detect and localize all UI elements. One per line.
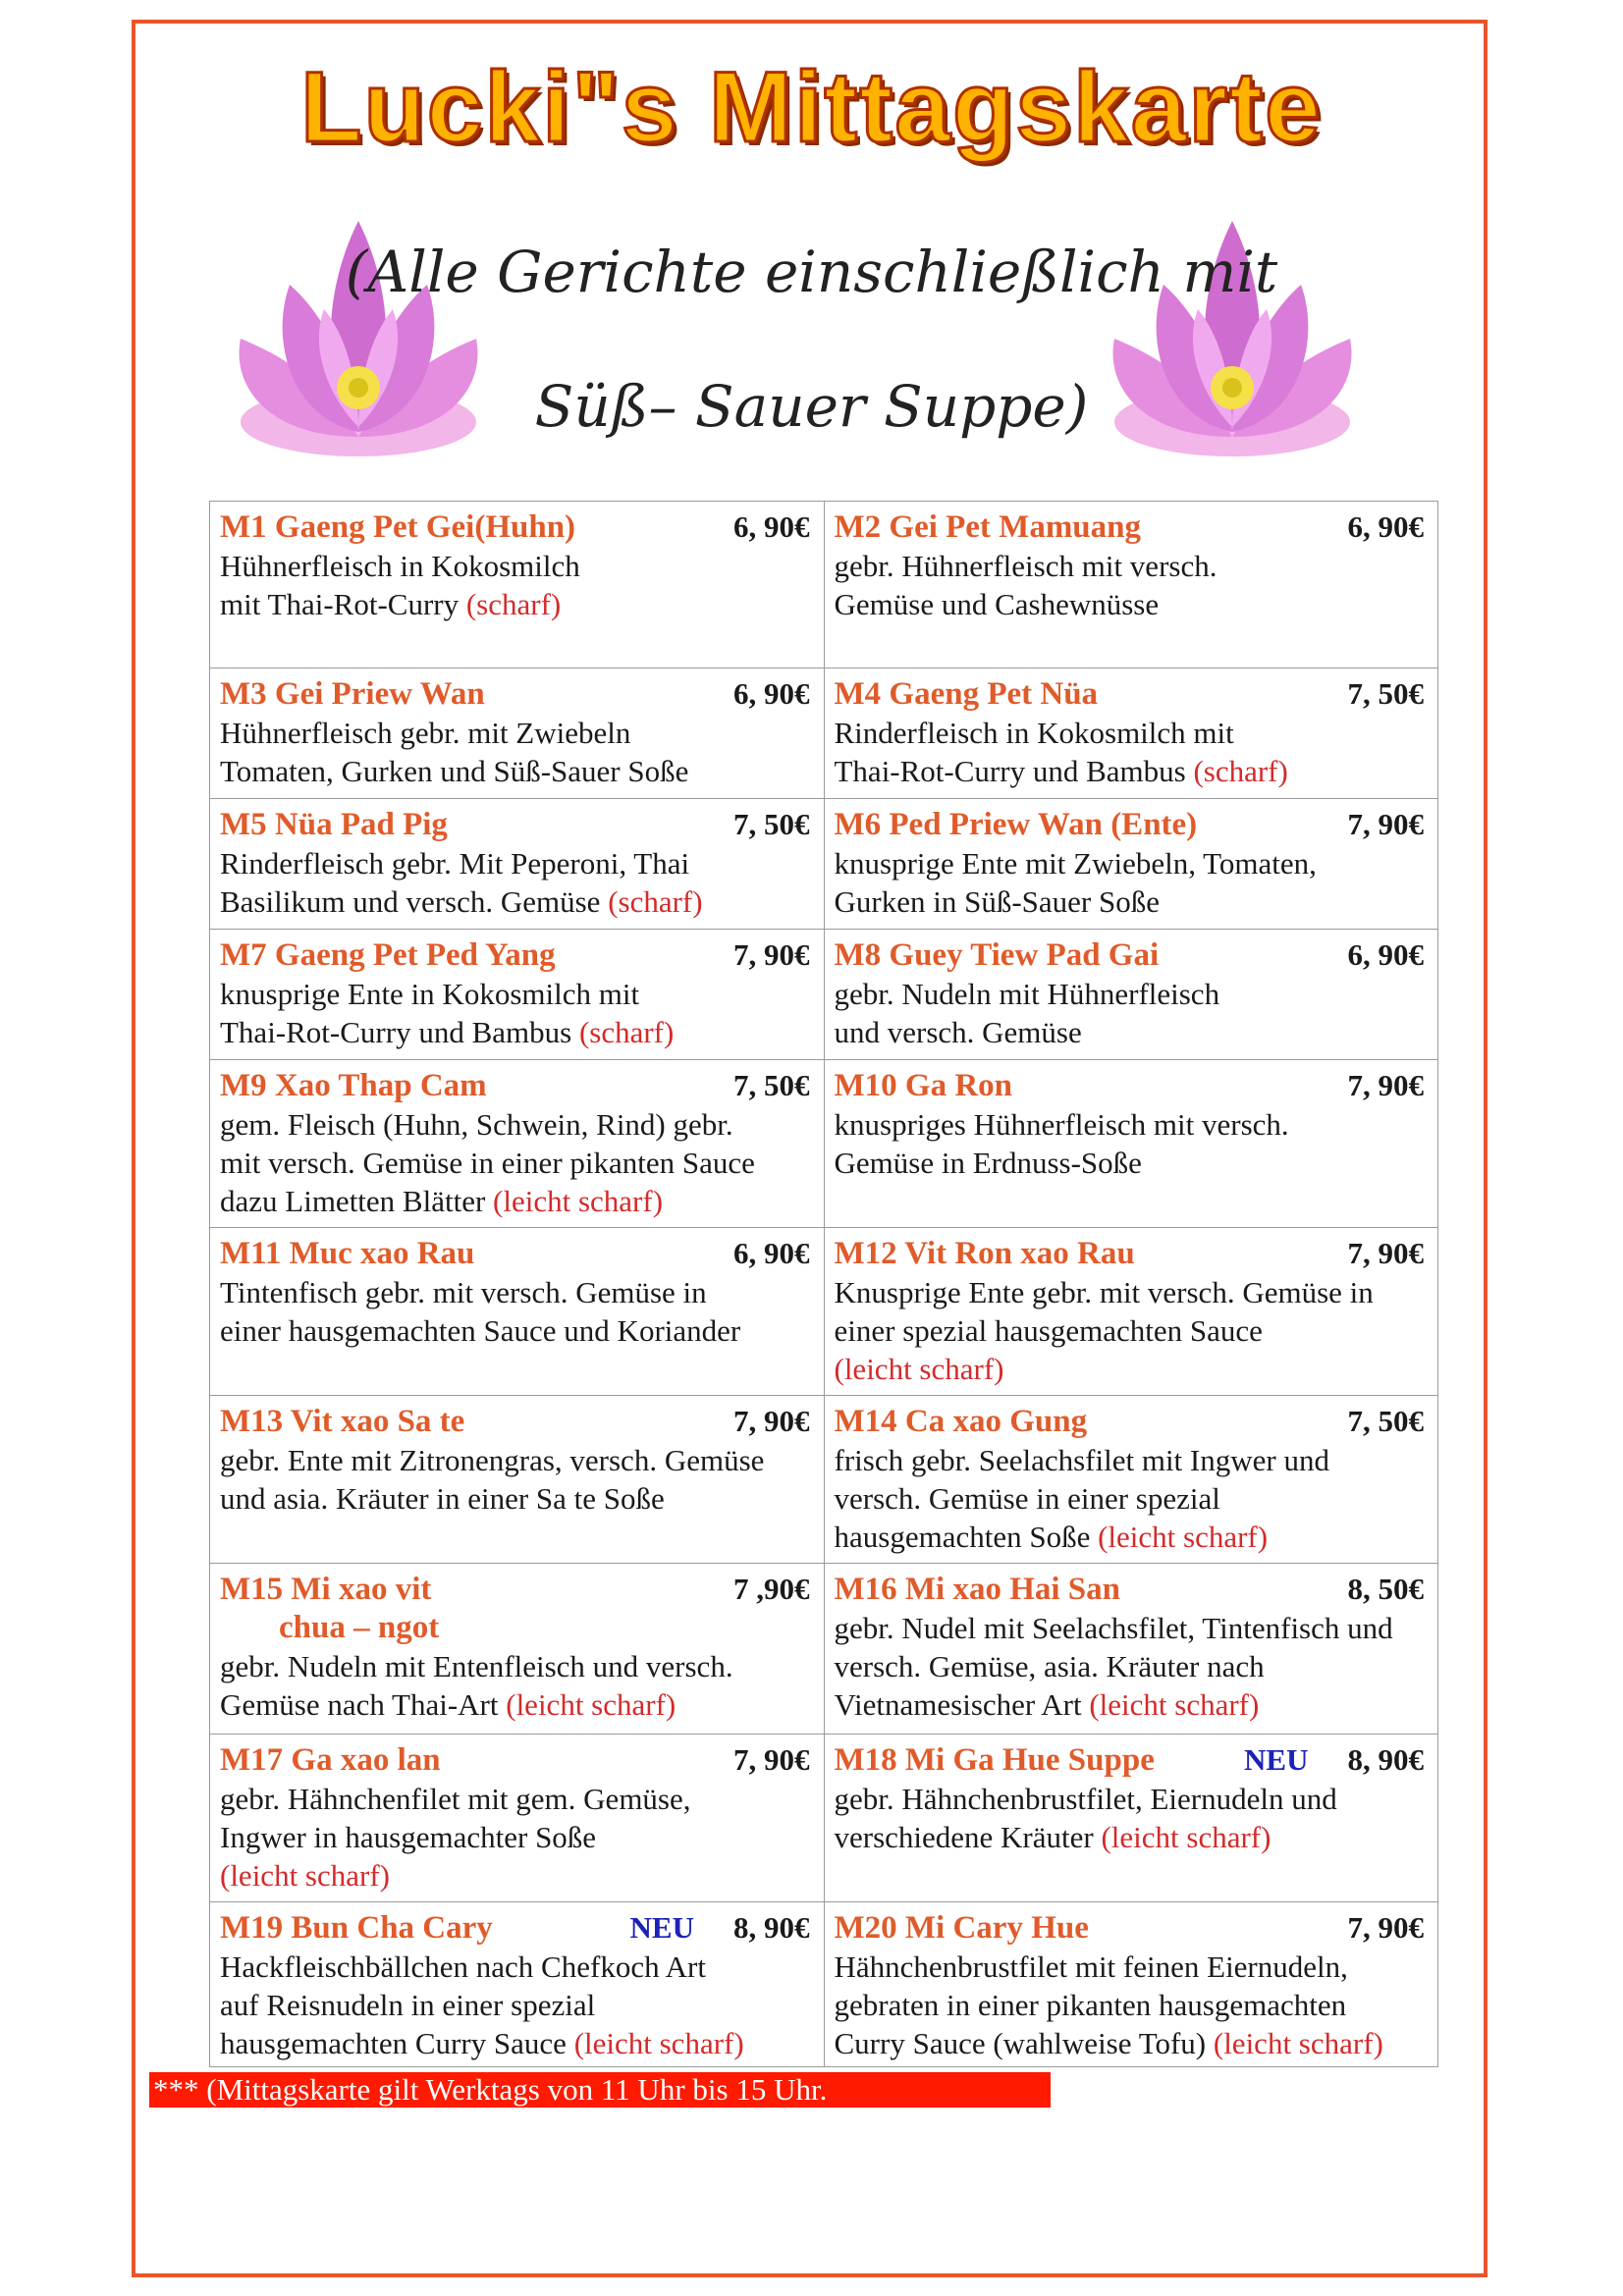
menu-item [824,799,1438,930]
item-description-text: Hühnerfleisch in Kokosmilch mit Thai-Rot-Curry [220,549,580,621]
menu-item [824,1735,1438,1902]
new-badge: NEU [1244,1742,1309,1777]
item-description-text: frisch gebr. Seelachsfilet mit Ingwer und versch. Gemüse in einer spezial hausgemachten Soße [834,1443,1329,1554]
spicy-label: (scharf) [465,587,562,621]
item-description-text: Hackfleischbällchen nach Chefkoch Art auf Reisnudeln in einer spezial hausgemachten Curry Sauce [220,1949,706,2060]
item-name: M14 Ca xao Gung [834,1404,1088,1439]
item-name-continued: chua – ngot [279,1610,440,1645]
item-price: 8, 90€ [733,1910,810,1945]
item-description [220,844,814,921]
footer-note: *** (Mittagskarte gilt Werktags von 11 Uhr bis 15 Uhr. [149,2072,1051,2108]
item-name: M13 Vit xao Sa te [220,1404,465,1439]
item-description-text: gebr. Hühnerfleisch mit versch. Gemüse und Cashewnüsse [834,549,1217,621]
item-description-text: gebr. Ente mit Zitronengras, versch. Gemüse und asia. Kräuter in einer Sa te Soße [220,1443,765,1516]
spicy-label: (leicht scharf) [493,1184,664,1218]
spicy-label: (scharf) [1193,754,1288,788]
item-price: 7, 90€ [1347,1910,1424,1945]
subtitle-line-1: (Alle Gerichte einschließlich mit [345,239,1278,305]
item-description [835,1609,1429,1724]
item-description [220,1273,814,1350]
item-description [835,1948,1429,2062]
item-description [220,1105,814,1220]
spicy-label: (leicht scharf) [1213,2026,1383,2060]
menu-item [210,502,825,668]
spicy-label: (leicht scharf) [220,1858,390,1893]
menu-row [210,1396,1438,1564]
item-name: M7 Gaeng Pet Ped Yang [220,937,556,973]
item-description-text: knusprige Ente mit Zwiebeln, Tomaten, Gurken in Süß-Sauer Soße [834,846,1317,919]
item-name: M5 Nüa Pad Pig [220,807,448,842]
spicy-label: (leicht scharf) [573,2026,744,2060]
item-price: 7, 90€ [733,1742,810,1777]
item-price: 7, 90€ [1347,1068,1424,1102]
menu-row [210,1228,1438,1396]
spicy-label: (leicht scharf) [834,1352,1004,1386]
item-description-text: Hähnchenbrustfilet mit feinen Eiernudeln, gebraten in einer pikanten hausgemachten Curry Sauce (wahlweise Tofu) [834,1949,1348,2060]
item-description [220,1647,814,1724]
item-description [220,547,814,623]
item-description [220,1780,814,1895]
menu-title: Lucki"s Mittagskarte [300,51,1323,163]
menu-item [824,1396,1438,1564]
item-price: 6, 90€ [1347,509,1424,544]
item-price: 8, 50€ [1347,1572,1424,1606]
item-name: M17 Ga xao lan [220,1742,441,1778]
item-description [220,1948,814,2062]
item-description [835,1780,1429,1856]
menu-row [210,799,1438,930]
item-description-text: Rinderfleisch gebr. Mit Peperoni, Thai Basilikum und versch. Gemüse [220,846,690,919]
menu-item [210,1228,825,1396]
item-name: M9 Xao Thap Cam [220,1068,487,1103]
menu-item [824,1902,1438,2067]
menu-item [210,1396,825,1564]
item-description [220,975,814,1051]
item-price: 7, 90€ [733,1404,810,1438]
item-description-text: gebr. Nudel mit Seelachsfilet, Tintenfisch und versch. Gemüse, asia. Kräuter nach Vietnamesischer Art [834,1611,1393,1722]
item-price: 7, 90€ [1347,807,1424,841]
menu-item [824,930,1438,1060]
menu-item [210,1060,825,1228]
item-name: M15 Mi xao vit [220,1572,432,1607]
item-name: M6 Ped Priew Wan (Ente) [834,807,1198,842]
menu-row [210,930,1438,1060]
item-description-text: knusprige Ente in Kokosmilch mit Thai-Rot-Curry und Bambus [220,977,640,1049]
item-name: M8 Guey Tiew Pad Gai [834,937,1160,973]
menu-table [209,501,1438,2067]
new-badge: NEU [629,1910,694,1945]
item-description-text: Tintenfisch gebr. mit versch. Gemüse in einer hausgemachten Sauce und Koriander [220,1275,741,1348]
menu-row [210,1902,1438,2067]
item-name: M3 Gei Priew Wan [220,676,485,712]
item-price: 7, 50€ [733,807,810,841]
menu-row [210,668,1438,799]
menu-item [210,668,825,799]
item-description-text: gebr. Nudeln mit Hühnerfleisch und versch. Gemüse [834,977,1220,1049]
item-description [835,547,1429,623]
item-name: M18 Mi Ga Hue Suppe [834,1742,1155,1778]
spicy-label: (leicht scharf) [1101,1820,1271,1854]
item-description-text: gebr. Hähnchenfilet mit gem. Gemüse, Ingwer in hausgemachter Soße [220,1782,691,1854]
menu-item [824,668,1438,799]
item-price: 6, 90€ [1347,937,1424,972]
item-description [835,1105,1429,1182]
spicy-label: (leicht scharf) [1098,1520,1269,1554]
item-price: 7, 50€ [1347,676,1424,711]
item-price: 8, 90€ [1347,1742,1424,1777]
menu-item [210,1564,825,1735]
item-name: M1 Gaeng Pet Gei(Huhn) [220,509,576,545]
item-description [835,844,1429,921]
item-price: 6, 90€ [733,509,810,544]
item-description-text: gebr. Nudeln mit Entenfleisch und versch. Gemüse nach Thai-Art [220,1649,733,1722]
menu-item [824,1060,1438,1228]
item-name: M4 Gaeng Pet Nüa [834,676,1099,712]
lotus-flower-right [1085,191,1380,486]
lotus-flower-left [211,191,506,486]
menu-item [210,930,825,1060]
item-description-text: Hühnerfleisch gebr. mit Zwiebeln Tomaten, Gurken und Süß-Sauer Soße [220,716,689,788]
spicy-label: (scharf) [578,1015,675,1049]
item-name: M19 Bun Cha Cary [220,1910,493,1946]
menu-item [210,1902,825,2067]
item-description [835,1441,1429,1556]
item-name: M16 Mi xao Hai San [834,1572,1121,1607]
menu-row [210,502,1438,668]
spicy-label: (leicht scharf) [506,1687,676,1722]
spicy-label: (scharf) [608,884,703,919]
item-description [835,1273,1429,1388]
item-description [220,1441,814,1518]
item-description-text: Rinderfleisch in Kokosmilch mit Thai-Rot-Curry und Bambus [834,716,1234,788]
item-description [835,714,1429,790]
item-price: 7, 90€ [733,937,810,972]
item-name: M10 Ga Ron [834,1068,1012,1103]
spicy-label: (leicht scharf) [1089,1687,1260,1722]
menu-item [210,799,825,930]
item-description-text: Knusprige Ente gebr. mit versch. Gemüse in einer spezial hausgemachten Sauce [834,1275,1374,1348]
item-name: M12 Vit Ron xao Rau [834,1236,1135,1271]
item-price: 7, 50€ [1347,1404,1424,1438]
item-description-text: knuspriges Hühnerfleisch mit versch. Gemüse in Erdnuss-Soße [834,1107,1289,1180]
menu-item [824,1564,1438,1735]
item-price: 6, 90€ [733,676,810,711]
item-name: M11 Muc xao Rau [220,1236,475,1271]
item-description [220,714,814,790]
menu-item [210,1735,825,1902]
item-price: 6, 90€ [733,1236,810,1270]
subtitle-line-2: Süß– Sauer Suppe) [534,373,1089,440]
item-description-text: gem. Fleisch (Huhn, Schwein, Rind) gebr. mit versch. Gemüse in einer pikanten Sauce dazu Limetten Blätter [220,1107,755,1218]
item-price: 7 ,90€ [733,1572,810,1606]
item-name: M2 Gei Pet Mamuang [834,509,1142,545]
menu-row [210,1060,1438,1228]
item-description [835,975,1429,1051]
menu-item [824,502,1438,668]
item-price: 7, 50€ [733,1068,810,1102]
menu-row [210,1564,1438,1735]
item-price: 7, 90€ [1347,1236,1424,1270]
menu-item [824,1228,1438,1396]
item-name: M20 Mi Cary Hue [834,1910,1089,1946]
menu-row [210,1735,1438,1902]
item-description-text: gebr. Hähnchenbrustfilet, Eiernudeln und verschiedene Kräuter [834,1782,1337,1854]
